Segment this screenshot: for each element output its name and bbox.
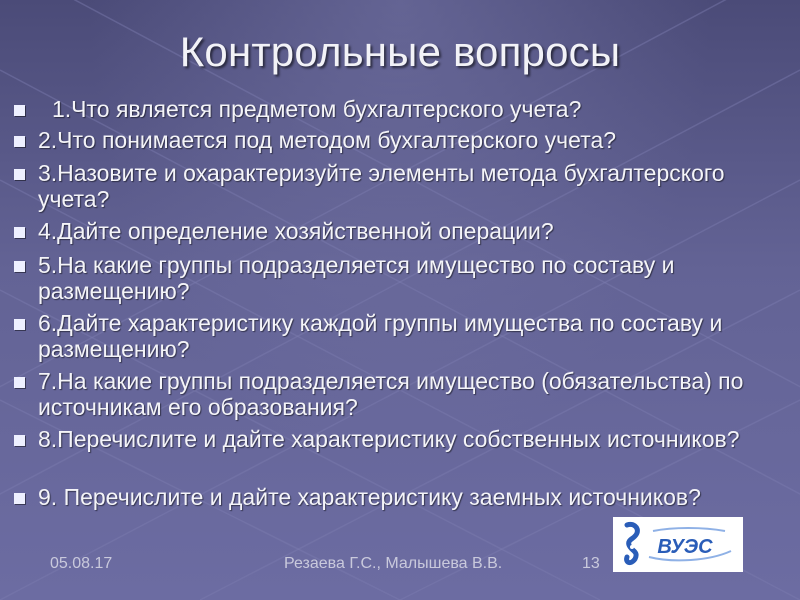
list-item [14, 160, 754, 212]
question-text: 7.На какие группы подразделяется имущество (обязательства) по источникам его образования? [38, 368, 744, 420]
vues-logo-icon [613, 517, 743, 572]
question-text: 3.Назовите и охарактеризуйте элементы метода бухгалтерского учета? [38, 160, 725, 212]
square-bullet-icon [14, 319, 25, 330]
question-text: 6.Дайте характеристику каждой группы имущества по составу и размещению? [38, 310, 723, 362]
square-bullet-icon [14, 169, 25, 180]
square-bullet-icon [14, 227, 25, 238]
list-item [14, 310, 754, 362]
footer-author: Резаева Г.С., Малышева В.В. [284, 555, 503, 572]
footer-date: 05.08.17 [50, 555, 113, 572]
question-text: 1.Что является предметом бухгалтерского учета? [52, 96, 582, 122]
square-bullet-icon [14, 105, 25, 116]
svg-text:ВУЭС: ВУЭС [657, 536, 713, 558]
list-item [14, 252, 754, 304]
slide-number: 13 [582, 555, 600, 572]
question-text: 5.На какие группы подразделяется имущество по составу и размещению? [38, 252, 675, 304]
list-item [14, 127, 754, 153]
question-text: 4.Дайте определение хозяйственной операции? [38, 218, 554, 244]
list-item [14, 426, 754, 452]
list-item [14, 96, 754, 122]
question-text: 2.Что понимается под методом бухгалтерского учета? [38, 127, 617, 153]
list-item [14, 218, 754, 244]
question-text: 9. Перечислите и дайте характеристику заемных источников? [38, 484, 701, 510]
square-bullet-icon [14, 435, 25, 446]
square-bullet-icon [14, 377, 25, 388]
question-text: 8.Перечислите и дайте характеристику собственных источников? [38, 426, 740, 452]
square-bullet-icon [14, 136, 25, 147]
list-item [14, 484, 754, 510]
list-item [14, 368, 754, 420]
slide-title: Контрольные вопросы [179, 28, 621, 75]
university-logo [613, 517, 743, 572]
square-bullet-icon [14, 493, 25, 504]
square-bullet-icon [14, 261, 25, 272]
